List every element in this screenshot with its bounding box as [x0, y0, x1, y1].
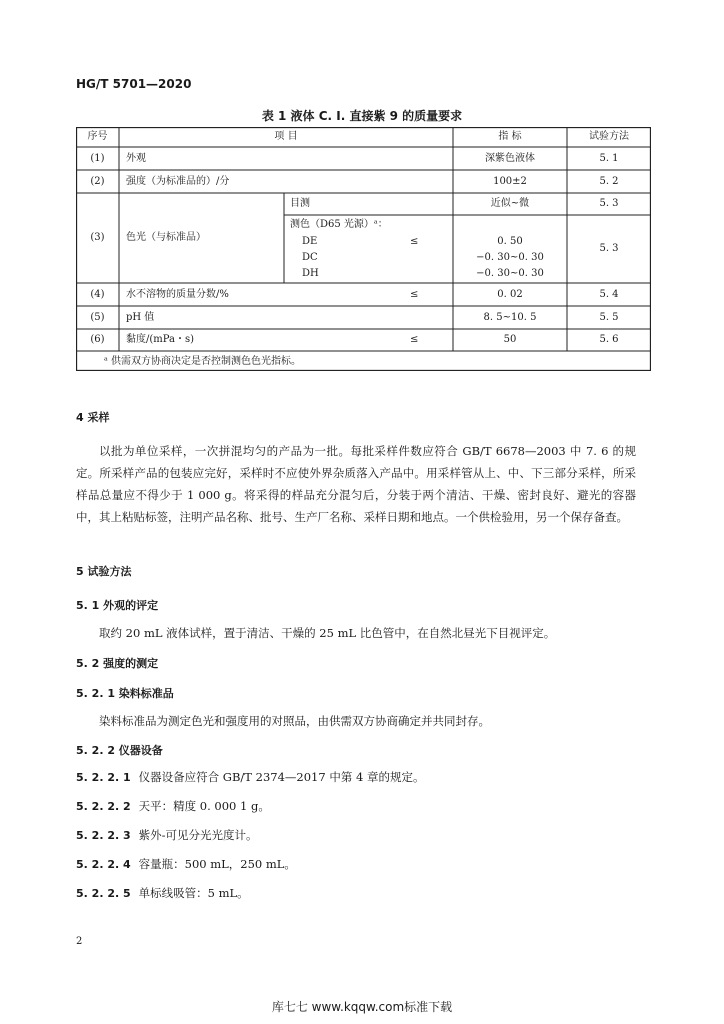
section-5-2-1-body: 染料标准品为测定色光和强度用的对照品，由供需双方协商确定并共同封存。 — [99, 714, 490, 728]
row1-value: 深紫色液体 — [485, 153, 535, 164]
row4-item: 水不溶物的质量分数/% — [126, 289, 229, 300]
row3-measure-method: 5. 3 — [599, 243, 619, 254]
section-5-1-body: 取约 20 mL 液体试样，置于清洁、干燥的 25 mL 比色管中，在自然北昼光下目视评定。 — [99, 626, 556, 640]
row1-method: 5. 1 — [599, 153, 619, 164]
row3-visual-label: 目测 — [290, 198, 310, 209]
row4-le-sign: ≤ — [410, 289, 419, 300]
clause-number: 5. 2. 2. 4 — [76, 858, 131, 871]
row3-dc-label: DC — [302, 252, 318, 263]
row2-method: 5. 2 — [599, 176, 619, 187]
clause-text: 容量瓶：500 mL，250 mL。 — [138, 857, 296, 871]
section-5-2-1-title: 5. 2. 1 染料标准品 — [76, 687, 174, 700]
row3-item: 色光（与标准品） — [126, 232, 206, 243]
section-4-title: 4 采样 — [76, 411, 110, 424]
row3-measure-title: 测色（D65 光源）ᵃ： — [290, 219, 388, 230]
row3-de-label: DE — [302, 236, 318, 247]
row3-dc-value: −0. 30~0. 30 — [476, 252, 544, 263]
row2-no: (2) — [90, 176, 105, 187]
clause-5-2-2-1 — [76, 769, 424, 785]
clause-5-2-2-4 — [76, 856, 296, 872]
row6-method: 5. 6 — [599, 334, 619, 345]
page-number: 2 — [76, 936, 83, 947]
clause-5-2-2-5 — [76, 885, 249, 901]
row3-dh-label: DH — [302, 268, 319, 279]
clause-text: 仪器设备应符合 GB/T 2374—2017 中第 4 章的规定。 — [138, 770, 425, 784]
row4-value: 0. 02 — [497, 289, 523, 300]
row1-item: 外观 — [126, 153, 146, 164]
standard-code: HG/T 5701—2020 — [76, 77, 192, 91]
clause-number: 5. 2. 2. 1 — [76, 771, 131, 784]
section-5-title: 5 试验方法 — [76, 565, 132, 578]
row3-le-sign: ≤ — [410, 236, 419, 247]
row2-item: 强度（为标准品的）/分 — [126, 176, 230, 187]
row5-method: 5. 5 — [599, 312, 619, 323]
table-caption: 表 1 液体 C. I. 直接紫 9 的质量要求 — [261, 109, 463, 123]
row1-no: (1) — [90, 153, 105, 164]
row4-method: 5. 4 — [599, 289, 619, 300]
clause-text: 单标线吸管：5 mL。 — [138, 886, 249, 900]
quality-requirements-table — [76, 127, 651, 371]
header-item: 项 目 — [274, 131, 298, 142]
header-no: 序号 — [87, 131, 108, 142]
clause-number: 5. 2. 2. 5 — [76, 887, 131, 900]
header-method: 试验方法 — [589, 131, 629, 142]
row3-de-value: 0. 50 — [497, 236, 523, 247]
row6-value: 50 — [503, 334, 517, 345]
clause-5-2-2-2 — [76, 798, 270, 814]
clause-text: 紫外-可见分光光度计。 — [138, 828, 258, 842]
clause-number: 5. 2. 2. 2 — [76, 800, 131, 813]
row5-item: pH 值 — [126, 312, 155, 323]
clause-5-2-2-3 — [76, 827, 258, 843]
row6-no: (6) — [90, 334, 105, 345]
section-5-2-2-title: 5. 2. 2 仪器设备 — [76, 744, 163, 757]
row6-le-sign: ≤ — [410, 334, 419, 345]
section-4-body: 以批为单位采样，一次拼混均匀的产品为一批。每批采样件数应符合 GB/T 6678—2003 中 7. 6 的规定。所采样产品的包装应完好，采样时不应使外界杂质落入产品中。用采样管从上、中、下三部分采样，所采样品总量应不得少于 1 000 g。将采得的样品充分混匀后，分装于两个清洁、干燥、密封良好、避光的容器中，其上粘贴标签，注明产品名称、批号、生产厂名称、采样日期和地点。一个供检验用，另一个保存备查。 — [76, 444, 636, 524]
row3-dh-value: −0. 30~0. 30 — [476, 268, 544, 279]
row4-no: (4) — [90, 289, 105, 300]
clause-text: 天平：精度 0. 000 1 g。 — [138, 799, 270, 813]
clause-number: 5. 2. 2. 3 — [76, 829, 131, 842]
section-5-2-title: 5. 2 强度的测定 — [76, 657, 159, 670]
row2-value: 100±2 — [493, 176, 527, 187]
row3-visual-method: 5. 3 — [599, 198, 619, 209]
row3-no: (3) — [90, 232, 105, 243]
header-value: 指 标 — [498, 131, 522, 142]
row5-value: 8. 5~10. 5 — [483, 312, 537, 323]
row5-no: (5) — [90, 312, 105, 323]
watermark-footer: 库七七 www.kqqw.com标准下载 — [271, 1000, 453, 1014]
table-footnote: ᵃ 供需双方协商决定是否控制测色色光指标。 — [104, 356, 302, 367]
row3-visual-value: 近似~微 — [490, 198, 530, 209]
section-5-1-title: 5. 1 外观的评定 — [76, 599, 159, 612]
row6-item: 黏度/(mPa・s) — [126, 334, 195, 345]
